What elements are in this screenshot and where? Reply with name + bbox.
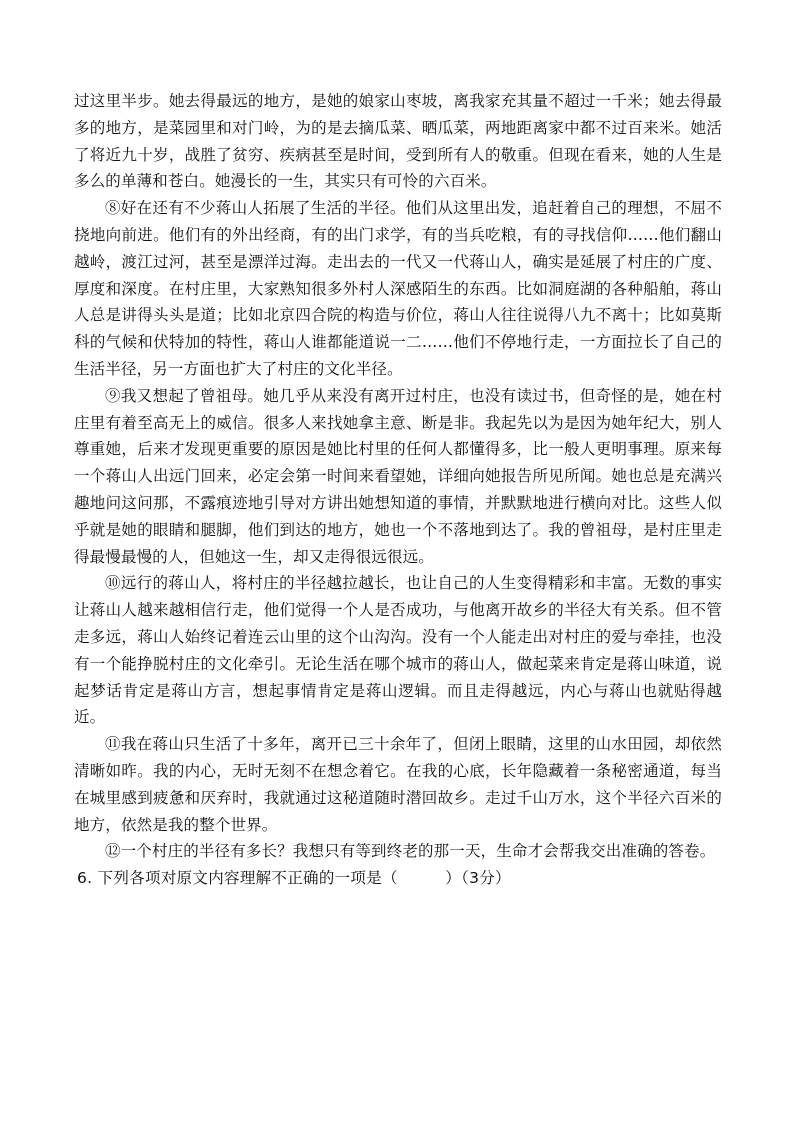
article-body	[74, 88, 722, 892]
paragraph-10: ⑩远行的蒋山人，将村庄的半径越拉越长，也让自己的人生变得精彩和丰富。无数的事实让蒋山人越来越相信行走，他们觉得一个人是否成功，与他离开故乡的半径大有关系。但不管走多远，蒋山人始终记着连云山里的这个山沟沟。没有一个人能走出对村庄的爱与牵挂，也没有一个能挣脱村庄的文化牵引。无论生活在哪个城市的蒋山人，做起菜来肯定是蒋山味道，说起梦话肯定是蒋山方言，想起事情肯定是蒋山逻辑。而且走得越远，内心与蒋山也就贴得越近。	[74, 574, 722, 727]
paragraph-12: ⑫一个村庄的半径有多长？我想只有等到终老的那一天，生命才会帮我交出准确的答卷。	[105, 842, 716, 861]
paragraph-9: ⑨我又想起了曾祖母。她几乎从来没有离开过村庄，也没有读过书，但奇怪的是，她在村庄里有着至高无上的威信。很多人来找她拿主意、断是非。我起先以为是因为她年纪大，别人尊重她，后来才发现更重要的原因是她比村里的任何人都懂得多，比一般人更明事理。原来每一个蒋山人出远门回来，必定会第一时间来看望她，详细向她报告所见所闻。她也总是充满兴趣地问这问那，不露痕迹地引导对方讲出她想知道的事情，并默默地进行横向对比。这些人似乎就是她的眼睛和腿脚，他们到达的地方，她也一个不落地到达了。我的曾祖母，是村庄里走得最慢最慢的人，但她这一生，却又走得很远很远。	[74, 386, 722, 566]
question-6: 6. 下列各项对原文内容理解不正确的一项是（ ）（3分）	[77, 869, 511, 888]
paragraph-11: ⑪我在蒋山只生活了十多年，离开已三十余年了，但闭上眼睛，这里的山水田园，却依然清晰如昨。我的内心，无时无刻不在想念着它。在我的心底，长年隐藏着一条秘密通道，每当在城里感到疲惫和厌弃时，我就通过这秘道随时潜回故乡。走过千山万水，这个半径六百米的地方，依然是我的整个世界。	[74, 735, 722, 834]
paragraph-7-continuation: 过这里半步。她去得最远的地方，是她的娘家山枣坡，离我家充其量不超过一千米；她去得最多的地方，是菜园里和对门岭，为的是去摘瓜菜、晒瓜菜，两地距离家中都不过百来米。她活了将近九十岁，战胜了贫穷、疾病甚至是时间，受到所有人的敬重。但现在看来，她的人生是多么的单薄和苍白。她漫长的一生，其实只有可怜的六百米。	[74, 92, 722, 191]
paragraph-8: ⑧好在还有不少蒋山人拓展了生活的半径。他们从这里出发，追赶着自己的理想，不屈不挠地向前进。他们有的外出经商，有的出门求学，有的当兵吃粮，有的寻找信仰……他们翻山越岭，渡江过河，甚至是漂洋过海。走出去的一代又一代蒋山人，确实是延展了村庄的广度、厚度和深度。在村庄里，大家熟知很多外村人深感陌生的东西。比如洞庭湖的各种船舶，蒋山人总是讲得头头是道；比如北京四合院的构造与价位，蒋山人往往说得八九不离十；比如莫斯科的气候和伏特加的特性，蒋山人谁都能道说一二……他们不停地行走，一方面拉长了自己的生活半径，另一方面也扩大了村庄的文化半径。	[74, 199, 722, 378]
